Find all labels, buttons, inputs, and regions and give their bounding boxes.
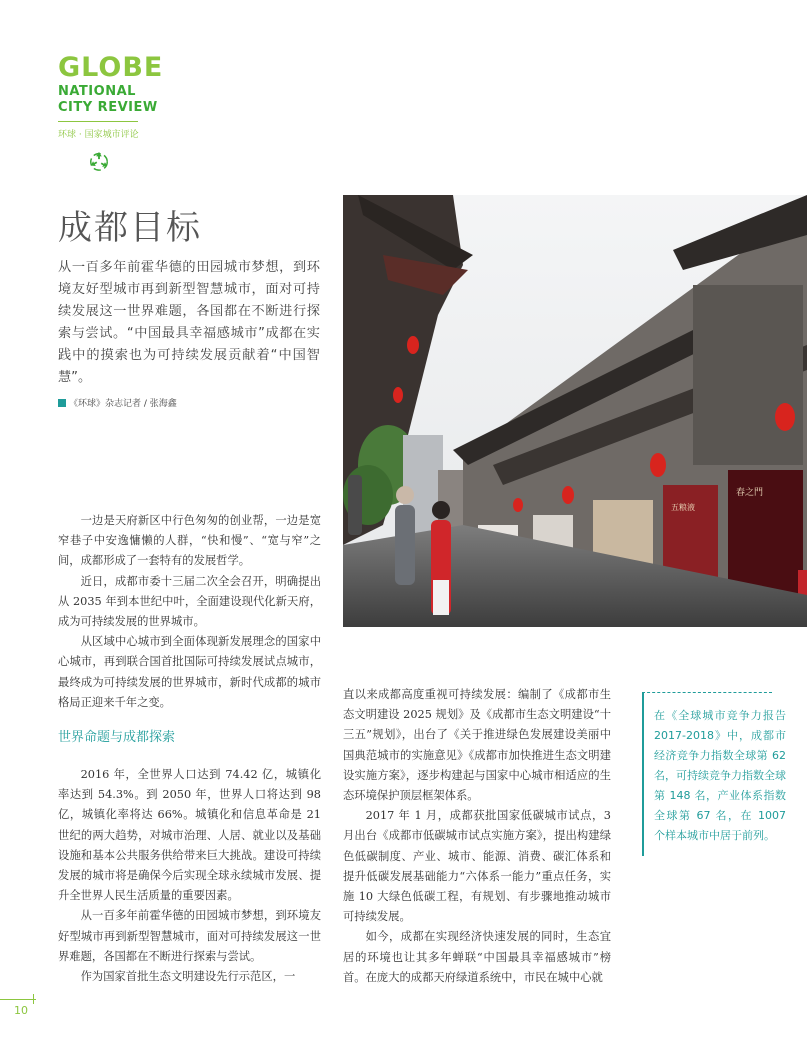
shop-sign-2: 春之門 [736, 488, 764, 498]
paragraph: 从一百多年前霍华德的田园城市梦想，到环境友好型城市再到新型智慧城市，面对可持续发展这一世界难题，各国都在不断进行探索与尝试。 [58, 909, 321, 963]
left-column-section [58, 765, 321, 987]
byline-text: 《环球》杂志记者 / 张海鑫 [69, 399, 177, 409]
shop-sign-1: 五粮液 [671, 503, 695, 512]
logo-city-review-text: CITY REVIEW [58, 100, 158, 115]
logo-divider [58, 121, 138, 122]
paragraph: 2017 年 1 月，成都获批国家低碳城市试点，3 月出台《成都市低碳城市试点实施方案》，提出构建绿色低碳制度、产业、城市、能源、消费、碳汇体系和提升低碳发展基础能力“六体系一能力”重点任务，实施 10 大绿色低碳工程，有规划、有步骤地推动城市可持续发展。 [343, 809, 611, 924]
paragraph: 如今，成都在实现经济快速发展的同时，生态宜居的环境也让其多年蝉联“中国最具幸福感城市”榜首。在庞大的成都天府绿道系统中，市民在城中心就 [343, 930, 611, 984]
article-byline [58, 396, 177, 409]
article-title: 成都目标 [58, 208, 202, 248]
street-photo [343, 195, 807, 627]
paragraph: 直以来成都高度重视可持续发展：编制了《成都市生态文明建设 2025 规划》及《成都市生态文明建设“十三五”规划》，出台了《关于推进绿色发展建设美丽中国典范城市的实施意见》《成都市加快推进生态文明建设实施方案》，逐步构建起与国家中心城市相适应的生态环境保护顶层框架体系。 [343, 688, 611, 803]
footer-rule [0, 999, 36, 1000]
sidebar-callout: 在《全球城市竞争力报告 2017-2018》中，成都市经济竞争力指数全球第 62 名，可持续竞争力指数全球第 148 名，产业体系指数全球第 67 名，在 1007 个样本城市中居于前列。 [642, 692, 786, 856]
recycle-icon [88, 150, 110, 172]
paragraph: 2016 年，全世界人口达到 74.42 亿，城镇化率达到 54.3%。到 2050 年，世界人口将达到 98 亿，城镇化率将达 66%。城镇化和信息革命是 21 世纪的两大趋势，对城市治理、人居、就业以及基础设施和基本公共服务供给带来巨大挑战。建设可持续发展的城市将是确保今后实现全球永续城市发展、提升全世界人民生活质量的重要因素。 [58, 768, 321, 903]
paragraph: 近日，成都市委十三届二次全会召开，明确提出从 2035 年到本世纪中叶，全面建设现代化新天府，成为可持续发展的世界城市。 [58, 574, 321, 629]
paragraph: 从区域中心城市到全面体现新发展理念的国家中心城市，再到联合国首批国际可持续发展试点城市，最终成为可持续发展的世界城市，新时代成都的城市格局正迎来千年之变。 [58, 635, 321, 709]
logo-chinese-subtitle: 环球 · 国家城市评论 [58, 130, 139, 140]
section-subheading: 世界命题与成都探索 [58, 730, 176, 745]
footer-tick [33, 994, 34, 1004]
byline-marker [58, 399, 66, 407]
logo-globe-text: GLOBE [58, 52, 164, 83]
page-number: 10 [14, 1004, 28, 1017]
middle-column [343, 685, 611, 988]
paragraph: 一边是天府新区中行色匆匆的创业帮，一边是宽窄巷子中安逸慵懒的人群，“快和慢”、“宽与窄”之间，成都形成了一套特有的发展哲学。 [58, 514, 321, 568]
article-lead: 从一百多年前霍华德的田园城市梦想，到环境友好型城市再到新型智慧城市，面对可持续发展这一世界难题，各国都在不断进行探索与尝试。“中国最具幸福感城市”成都在实践中的摸索也为可持续发展贡献着“中国智慧”。 [58, 260, 320, 385]
left-column-intro [58, 511, 321, 713]
paragraph: 作为国家首批生态文明建设先行示范区，一 [80, 970, 296, 984]
logo-national-text: NATIONAL [58, 84, 136, 99]
